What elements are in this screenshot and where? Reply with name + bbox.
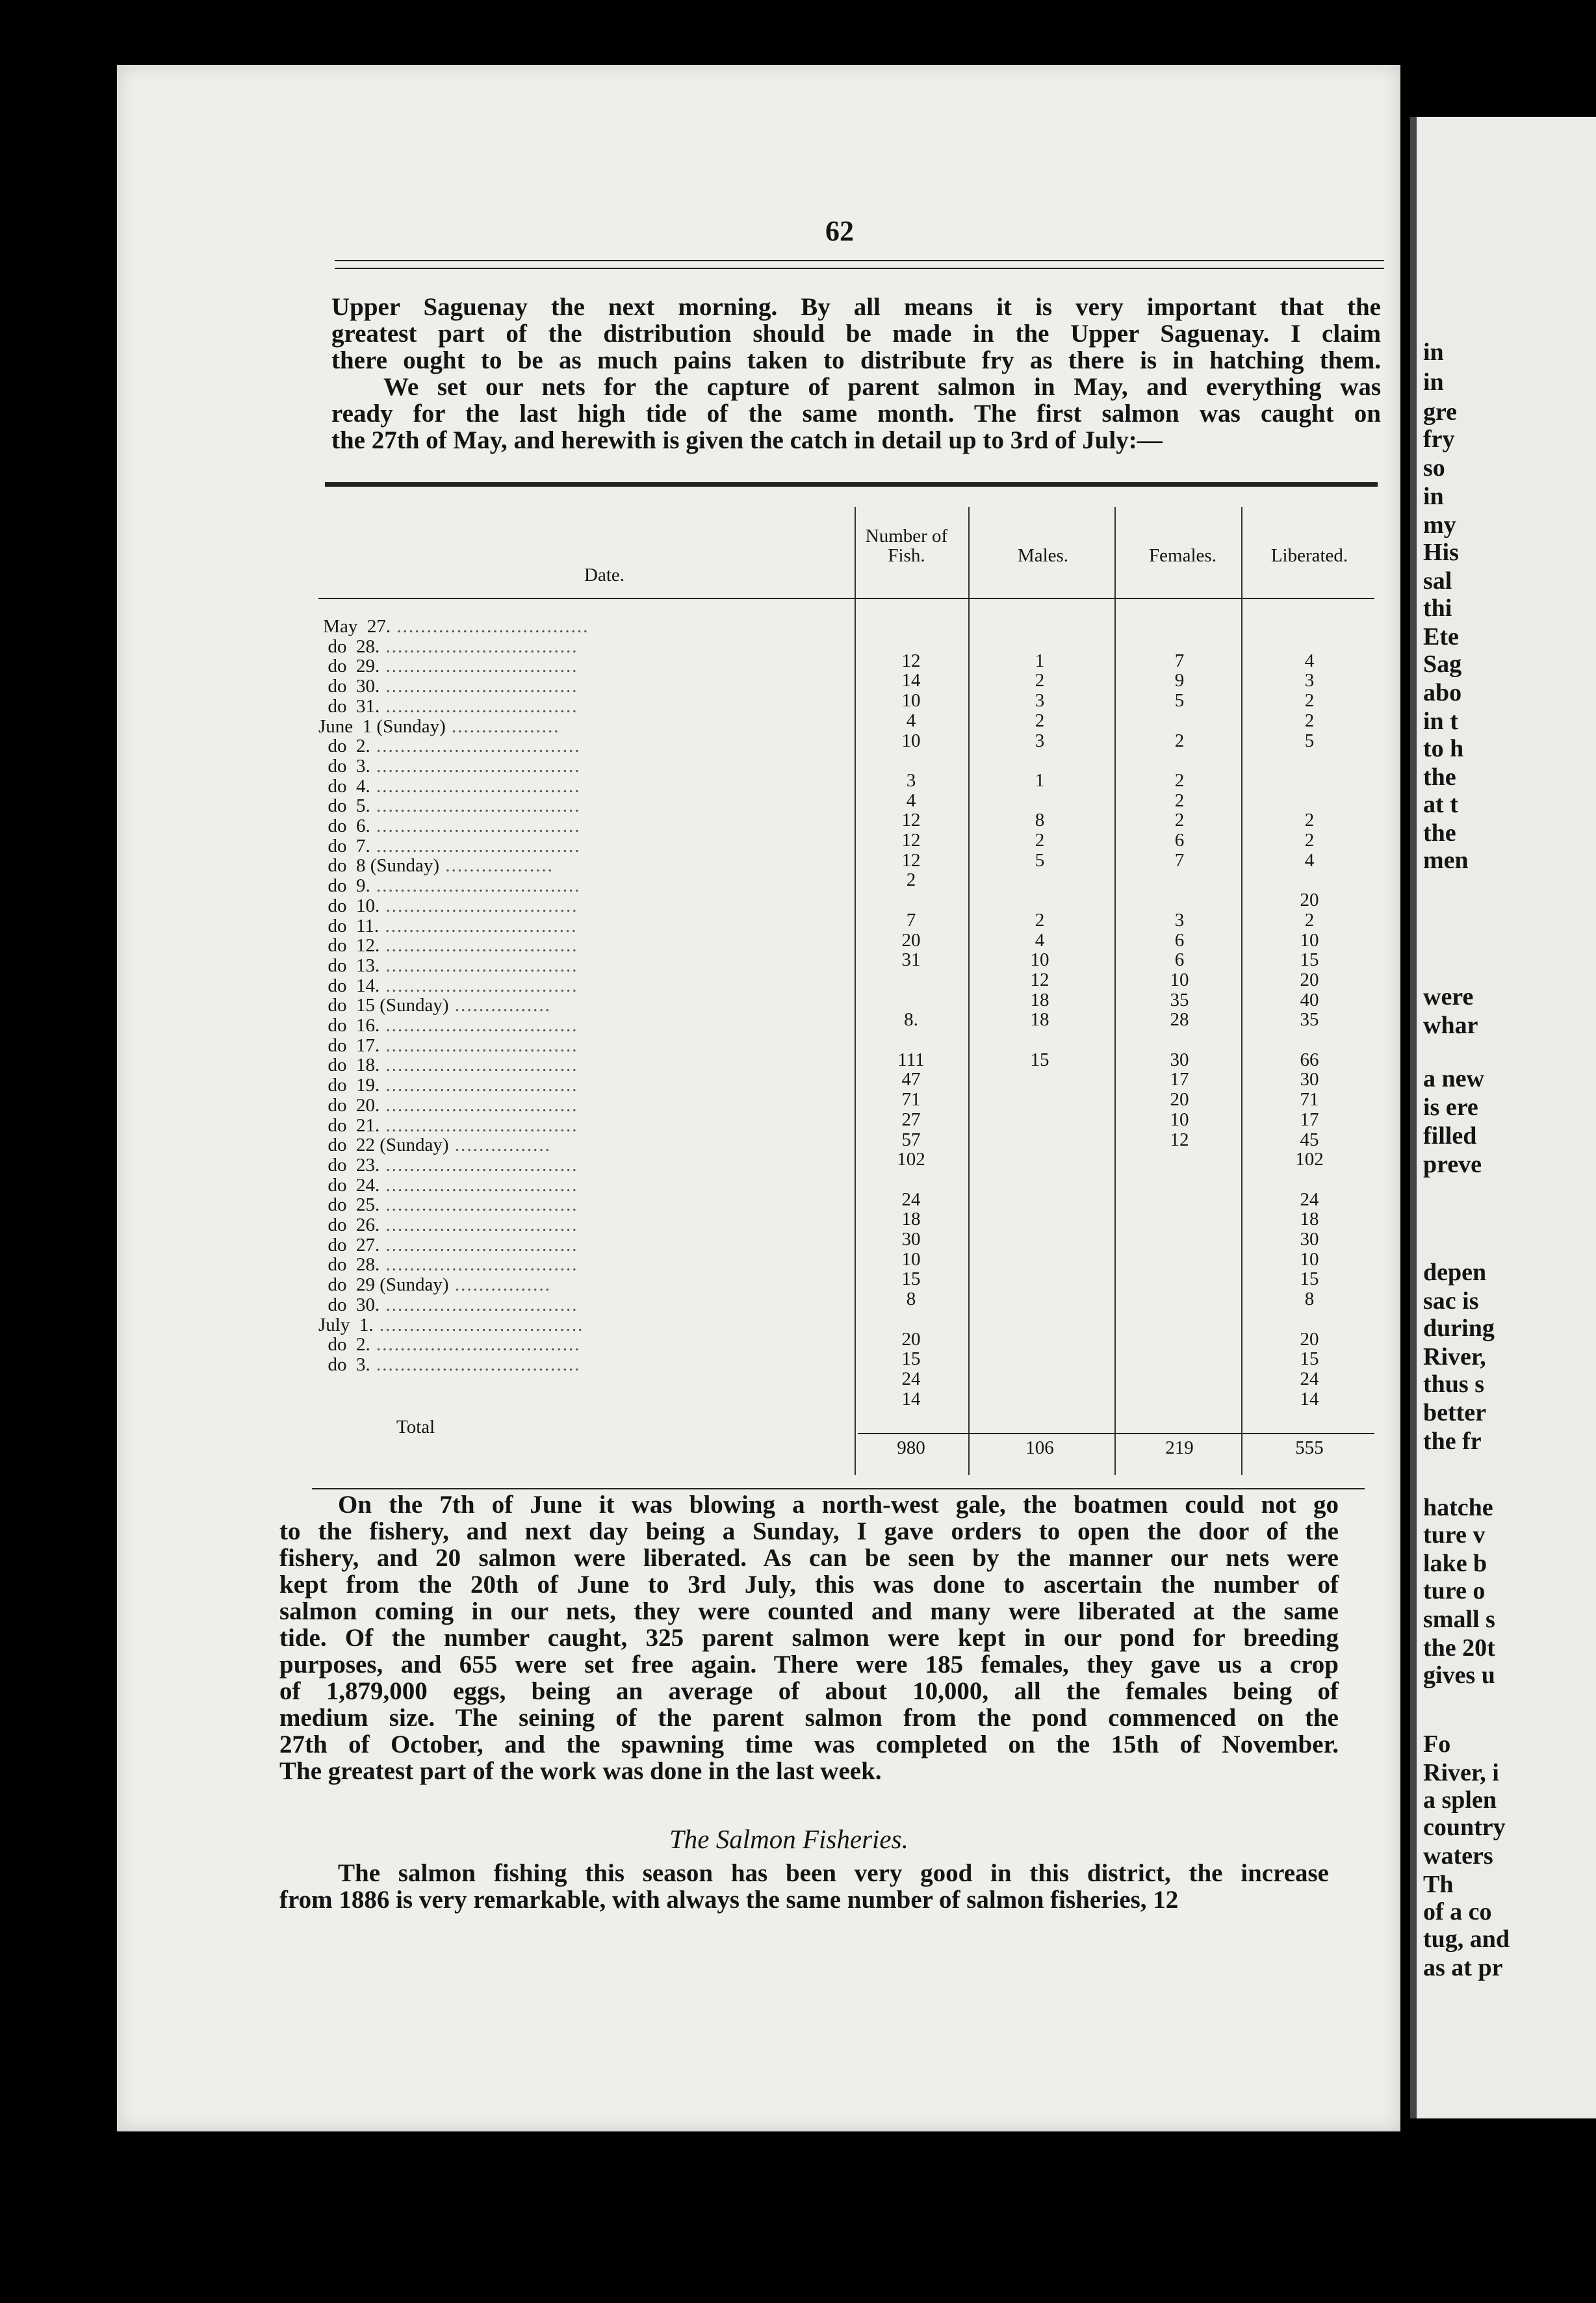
facing-page-line: waters [1423, 1842, 1493, 1870]
table-row-date: do 25. ................................ [318, 1194, 578, 1216]
facing-page-line: sal [1423, 567, 1452, 595]
facing-page-line: in [1423, 483, 1444, 510]
table-cell-females: 7 [1174, 849, 1185, 871]
facing-page-line: abo [1423, 679, 1462, 706]
facing-page-line: is ere [1423, 1094, 1478, 1121]
table-cell-number: 8. [904, 1009, 918, 1031]
table-row-date: do 4. .................................. [318, 775, 581, 797]
table-cell-males: 1 [1035, 650, 1045, 671]
table-cell-females: 30 [1170, 1049, 1189, 1070]
table-row-date: do 9. .................................. [318, 875, 581, 897]
table-cell-number: 10 [901, 1248, 921, 1270]
table-row-date: do 23. ................................ [318, 1154, 578, 1176]
body_paragraph-line: purposes, and 655 were set free again. There were 185 females, they gave us a crop [279, 1651, 1339, 1679]
table-cell-males: 15 [1030, 1049, 1049, 1070]
col-divider-3 [1114, 507, 1116, 1475]
table-cell-males: 2 [1035, 670, 1045, 691]
table-row-date: do 29. ................................ [318, 656, 578, 677]
final_paragraph-line: from 1886 is very remarkable, with always the same number of salmon fisheries, 12 [279, 1886, 1179, 1914]
facing-page-line: whar [1423, 1012, 1478, 1039]
body_paragraph-line: salmon coming in our nets, they were counted and many were liberated at the same [279, 1597, 1339, 1625]
body_paragraph-line: to the fishery, and next day being a Sunday, I gave orders to open the door of the [279, 1517, 1339, 1545]
body_paragraph-line: The greatest part of the work was done in the last week. [279, 1757, 882, 1785]
facing-page-line: Th [1423, 1871, 1454, 1898]
table-cell-liberated: 2 [1304, 830, 1315, 851]
body_paragraph-line: of 1,879,000 eggs, being an average of about 10,000, all the females being of [279, 1677, 1339, 1705]
facing-page-line: the [1423, 764, 1456, 791]
table-cell-males: 2 [1035, 830, 1045, 851]
final-paragraph [279, 1860, 1329, 1913]
table-top-rule [325, 482, 1378, 487]
body_paragraph-line: tide. Of the number caught, 325 parent salmon were kept in our pond for breeding [279, 1624, 1339, 1652]
table-cell-number: 57 [901, 1129, 921, 1150]
header-rule-bottom [335, 268, 1384, 269]
table-row-date: do 11. ................................ [318, 915, 578, 936]
table-cell-liberated: 4 [1304, 650, 1315, 671]
facing-page-line: my [1423, 511, 1456, 539]
table-row-date: do 5. .................................. [318, 795, 581, 817]
table-row-date: do 30. ................................ [318, 1294, 578, 1315]
facing-page-line: the fr [1423, 1428, 1482, 1455]
table-cell-number: 14 [901, 1388, 921, 1409]
table-row-date: do 15 (Sunday) ................ [318, 995, 551, 1016]
intro_paragraph-line: the 27th of May, and herewith is given the catch in detail up to 3rd of July:— [331, 426, 1163, 454]
total-number: 980 [897, 1437, 925, 1458]
table-cell-liberated: 102 [1295, 1149, 1324, 1170]
table-cell-liberated: 3 [1304, 670, 1315, 691]
header-number: Number of Fish. [865, 526, 948, 566]
table-cell-number: 12 [901, 849, 921, 871]
table-cell-number: 24 [901, 1368, 921, 1389]
table-cell-number: 111 [897, 1049, 925, 1070]
facing-page-line: filled [1423, 1122, 1477, 1150]
table-cell-females: 6 [1174, 949, 1185, 971]
col-divider-1 [855, 507, 856, 1475]
intro_paragraph-line: there ought to be as much pains taken to distribute fry as there is in hatching them. [331, 346, 1381, 374]
table-cell-liberated: 5 [1304, 730, 1315, 751]
table-row-date: do 28. ................................ [318, 1254, 578, 1276]
body_paragraph-line: medium size. The seining of the parent salmon from the pond commenced on the [279, 1704, 1339, 1732]
body_paragraph-line: fishery, and 20 salmon were liberated. As can be seen by the manner our nets were [279, 1544, 1339, 1572]
table-cell-females: 10 [1170, 1109, 1189, 1130]
table-row-date: do 28. ................................ [318, 636, 578, 657]
table-row-date: do 31. ................................ [318, 695, 578, 717]
table-cell-liberated: 17 [1300, 1109, 1319, 1130]
table-cell-males: 1 [1035, 769, 1045, 791]
table-row-date: do 16. ................................ [318, 1015, 578, 1036]
table-cell-number: 47 [901, 1069, 921, 1090]
table-cell-females: 17 [1170, 1069, 1189, 1090]
table-row-date: do 2. .................................. [318, 1334, 581, 1356]
total-females: 219 [1165, 1437, 1194, 1458]
table-row-date: May 27. ................................ [318, 616, 589, 637]
table-cell-females: 35 [1170, 989, 1189, 1010]
facing-page-line: preve [1423, 1151, 1482, 1178]
table-cell-number: 10 [901, 690, 921, 712]
table-cell-females: 2 [1174, 730, 1185, 751]
body_paragraph-line: On the 7th of June it was blowing a north-west gale, the boatmen could not go [338, 1491, 1339, 1519]
table-cell-number: 18 [901, 1209, 921, 1230]
header-underline [318, 598, 1374, 599]
table-cell-males: 2 [1035, 909, 1045, 931]
table-cell-number: 102 [897, 1149, 925, 1170]
facing-page-line: country [1423, 1814, 1506, 1841]
facing-page-line: of a co [1423, 1898, 1492, 1925]
table-cell-males: 18 [1030, 1009, 1049, 1031]
table-cell-liberated: 71 [1300, 1089, 1319, 1111]
body_paragraph-line: 27th of October, and the spawning time was completed on the 15th of November. [279, 1730, 1339, 1758]
header-liberated: Liberated. [1270, 545, 1348, 566]
table-cell-females: 5 [1174, 690, 1185, 712]
facing-page-line: were [1423, 983, 1474, 1010]
intro_paragraph-line: Upper Saguenay the next morning. By all means it is very important that the [331, 293, 1381, 321]
table-cell-females: 6 [1174, 929, 1185, 951]
table-cell-liberated: 10 [1300, 929, 1319, 951]
facing-page-line: ture o [1423, 1577, 1486, 1604]
col-divider-2 [968, 507, 970, 1475]
table-cell-males: 8 [1035, 810, 1045, 831]
table-row-date: do 7. .................................. [318, 835, 581, 856]
table-cell-number: 27 [901, 1109, 921, 1130]
table-cell-liberated: 2 [1304, 710, 1315, 731]
facing-page-line: to h [1423, 735, 1464, 762]
facing-page-line: the [1423, 819, 1456, 847]
table-cell-liberated: 20 [1300, 1328, 1319, 1350]
table-row-date: do 13. ................................ [318, 955, 578, 976]
table-row-date: do 8 (Sunday) .................. [318, 855, 554, 877]
catch-table [318, 507, 1374, 1475]
table-cell-males: 3 [1035, 730, 1045, 751]
table-cell-females: 20 [1170, 1089, 1189, 1111]
table-row-date: do 29 (Sunday) ................ [318, 1274, 551, 1296]
table-cell-liberated: 10 [1300, 1248, 1319, 1270]
facing-page-line: thus s [1423, 1370, 1484, 1398]
table-cell-liberated: 18 [1300, 1209, 1319, 1230]
table-cell-liberated: 35 [1300, 1009, 1319, 1031]
table-cell-liberated: 8 [1304, 1289, 1315, 1310]
facing-page-line: Sag [1423, 650, 1462, 678]
table-cell-liberated: 30 [1300, 1069, 1319, 1090]
table-cell-females: 2 [1174, 769, 1185, 791]
table-row-date: do 21. ................................ [318, 1114, 578, 1136]
table-row-date: do 3. .................................. [318, 1354, 581, 1375]
final_paragraph-line: The salmon fishing this season has been very good in this district, the increase [338, 1859, 1329, 1887]
table-cell-liberated: 4 [1304, 849, 1315, 871]
table-row-date: do 20. ................................ [318, 1094, 578, 1116]
facing-page-line: fry [1423, 426, 1455, 453]
table-cell-number: 4 [906, 710, 916, 731]
facing-page-line: tug, and [1423, 1925, 1510, 1953]
table-cell-females: 6 [1174, 830, 1185, 851]
intro_paragraph-line: We set our nets for the capture of parent salmon in May, and everything was [383, 373, 1381, 401]
table-cell-liberated: 24 [1300, 1368, 1319, 1389]
table-bottom-rule [312, 1488, 1365, 1489]
section-heading: The Salmon Fisheries. [669, 1824, 908, 1854]
table-cell-number: 12 [901, 830, 921, 851]
table-cell-number: 4 [906, 790, 916, 811]
total-rule [858, 1433, 1374, 1434]
facing-page-line: sac is [1423, 1287, 1479, 1315]
facing-page-line: at t [1423, 791, 1458, 818]
table-cell-females: 2 [1174, 810, 1185, 831]
table-row-date: do 22 (Sunday) ................ [318, 1135, 551, 1156]
facing-page-line: better [1423, 1399, 1487, 1426]
table-cell-females: 9 [1174, 670, 1185, 691]
table-cell-liberated: 15 [1300, 949, 1319, 971]
table-cell-number: 15 [901, 1268, 921, 1290]
table-cell-liberated: 2 [1304, 909, 1315, 931]
table-cell-males: 4 [1035, 929, 1045, 951]
table-cell-liberated: 30 [1300, 1229, 1319, 1250]
facing-page-line: in [1423, 368, 1444, 396]
table-row-date: do 14. ................................ [318, 975, 578, 996]
facing-page-line: in t [1423, 708, 1458, 735]
facing-page-line: a new [1423, 1065, 1484, 1092]
body_paragraph-line: kept from the 20th of June to 3rd July, this was done to ascertain the number of [279, 1571, 1339, 1599]
table-cell-number: 24 [901, 1189, 921, 1210]
facing-page-line: in [1423, 339, 1444, 366]
intro-paragraph [331, 294, 1381, 454]
header-males: Males. [1017, 545, 1069, 566]
table-row-date: do 18. ................................ [318, 1055, 578, 1076]
facing-page-line: during [1423, 1315, 1495, 1342]
table-cell-number: 20 [901, 1328, 921, 1350]
table-row-date: do 10. ................................ [318, 895, 578, 916]
table-cell-liberated: 2 [1304, 690, 1315, 712]
table-cell-males: 3 [1035, 690, 1045, 712]
table-cell-females: 10 [1170, 969, 1189, 990]
table-cell-females: 2 [1174, 790, 1185, 811]
table-cell-liberated: 66 [1300, 1049, 1319, 1070]
facing-page-line: as at pr [1423, 1954, 1503, 1981]
facing-page-line: depen [1423, 1259, 1487, 1286]
table-cell-liberated: 20 [1300, 890, 1319, 911]
table-row-date: do 27. ................................ [318, 1234, 578, 1255]
table-cell-number: 8 [906, 1289, 916, 1310]
facing-page-line: Fo [1423, 1730, 1451, 1758]
table-row-date: June 1 (Sunday) .................. [318, 715, 560, 737]
table-cell-females: 12 [1170, 1129, 1189, 1150]
facing-page-line: lake b [1423, 1550, 1487, 1577]
facing-page-line: small s [1423, 1606, 1495, 1633]
table-row-date: do 6. .................................. [318, 816, 581, 836]
facing-page-line: River, i [1423, 1759, 1499, 1786]
facing-page-line: gives u [1423, 1662, 1495, 1689]
table-row-date: do 24. ................................ [318, 1174, 578, 1196]
table-cell-number: 30 [901, 1229, 921, 1250]
table-cell-number: 10 [901, 730, 921, 751]
table-row-date: do 30. ................................ [318, 676, 578, 697]
body-paragraph [279, 1491, 1339, 1784]
header-females: Females. [1149, 545, 1216, 566]
col-divider-4 [1241, 507, 1242, 1475]
facing-page-line: so [1423, 454, 1445, 482]
table-cell-liberated: 20 [1300, 969, 1319, 990]
table-row-date: do 19. ................................ [318, 1075, 578, 1096]
table-cell-number: 71 [901, 1089, 921, 1111]
table-cell-number: 12 [901, 650, 921, 671]
table-cell-number: 2 [906, 869, 916, 891]
table-cell-males: 10 [1030, 949, 1049, 971]
table-row-date: do 26. ................................ [318, 1215, 578, 1235]
facing-page-line: men [1423, 847, 1469, 874]
intro_paragraph-line: ready for the last high tide of the same month. The first salmon was caught on [331, 400, 1381, 428]
table-cell-liberated: 15 [1300, 1348, 1319, 1370]
table-cell-females: 7 [1174, 650, 1185, 671]
table-cell-number: 20 [901, 929, 921, 951]
table-row-date: July 1. .................................. [318, 1314, 584, 1335]
table-cell-males: 2 [1035, 710, 1045, 731]
table-cell-males: 5 [1035, 849, 1045, 871]
facing-page-line: gre [1423, 398, 1458, 426]
facing-page-line: River, [1423, 1343, 1486, 1370]
table-cell-liberated: 40 [1300, 989, 1319, 1010]
table-row-date: do 3. .................................. [318, 755, 581, 777]
total-liberated: 555 [1295, 1437, 1324, 1458]
header-rule-top [335, 260, 1384, 261]
total-males: 106 [1025, 1437, 1054, 1458]
table-cell-liberated: 2 [1304, 810, 1315, 831]
table-cell-liberated: 14 [1300, 1388, 1319, 1409]
table-cell-females: 3 [1174, 909, 1185, 931]
table-cell-liberated: 15 [1300, 1268, 1319, 1290]
table-cell-number: 3 [906, 769, 916, 791]
table-cell-number: 12 [901, 810, 921, 831]
table-cell-males: 18 [1030, 989, 1049, 1010]
facing-page-line: thi [1423, 595, 1452, 622]
facing-page-line: Ete [1423, 623, 1459, 650]
facing-page-line: the 20t [1423, 1634, 1495, 1662]
table-cell-males: 12 [1030, 969, 1049, 990]
table-row-date: do 12. ................................ [318, 935, 578, 957]
table-cell-number: 15 [901, 1348, 921, 1370]
table-cell-number: 31 [901, 949, 921, 971]
facing-page-line: ture v [1423, 1521, 1486, 1549]
total-label: Total [396, 1417, 435, 1437]
table-cell-liberated: 24 [1300, 1189, 1319, 1210]
table-cell-liberated: 45 [1300, 1129, 1319, 1150]
facing-page-line: hatche [1423, 1494, 1493, 1521]
table-cell-number: 7 [906, 909, 916, 931]
table-cell-females: 28 [1170, 1009, 1189, 1031]
facing-page-line: a splen [1423, 1786, 1497, 1814]
table-row-date: do 17. ................................ [318, 1035, 578, 1056]
intro_paragraph-line: greatest part of the distribution should be made in the Upper Saguenay. I claim [331, 320, 1381, 348]
page-number: 62 [825, 215, 854, 247]
table-cell-number: 14 [901, 670, 921, 691]
table-row-date: do 2. .................................. [318, 736, 581, 757]
header-date: Date. [584, 565, 624, 585]
facing-page-line: His [1423, 539, 1459, 566]
